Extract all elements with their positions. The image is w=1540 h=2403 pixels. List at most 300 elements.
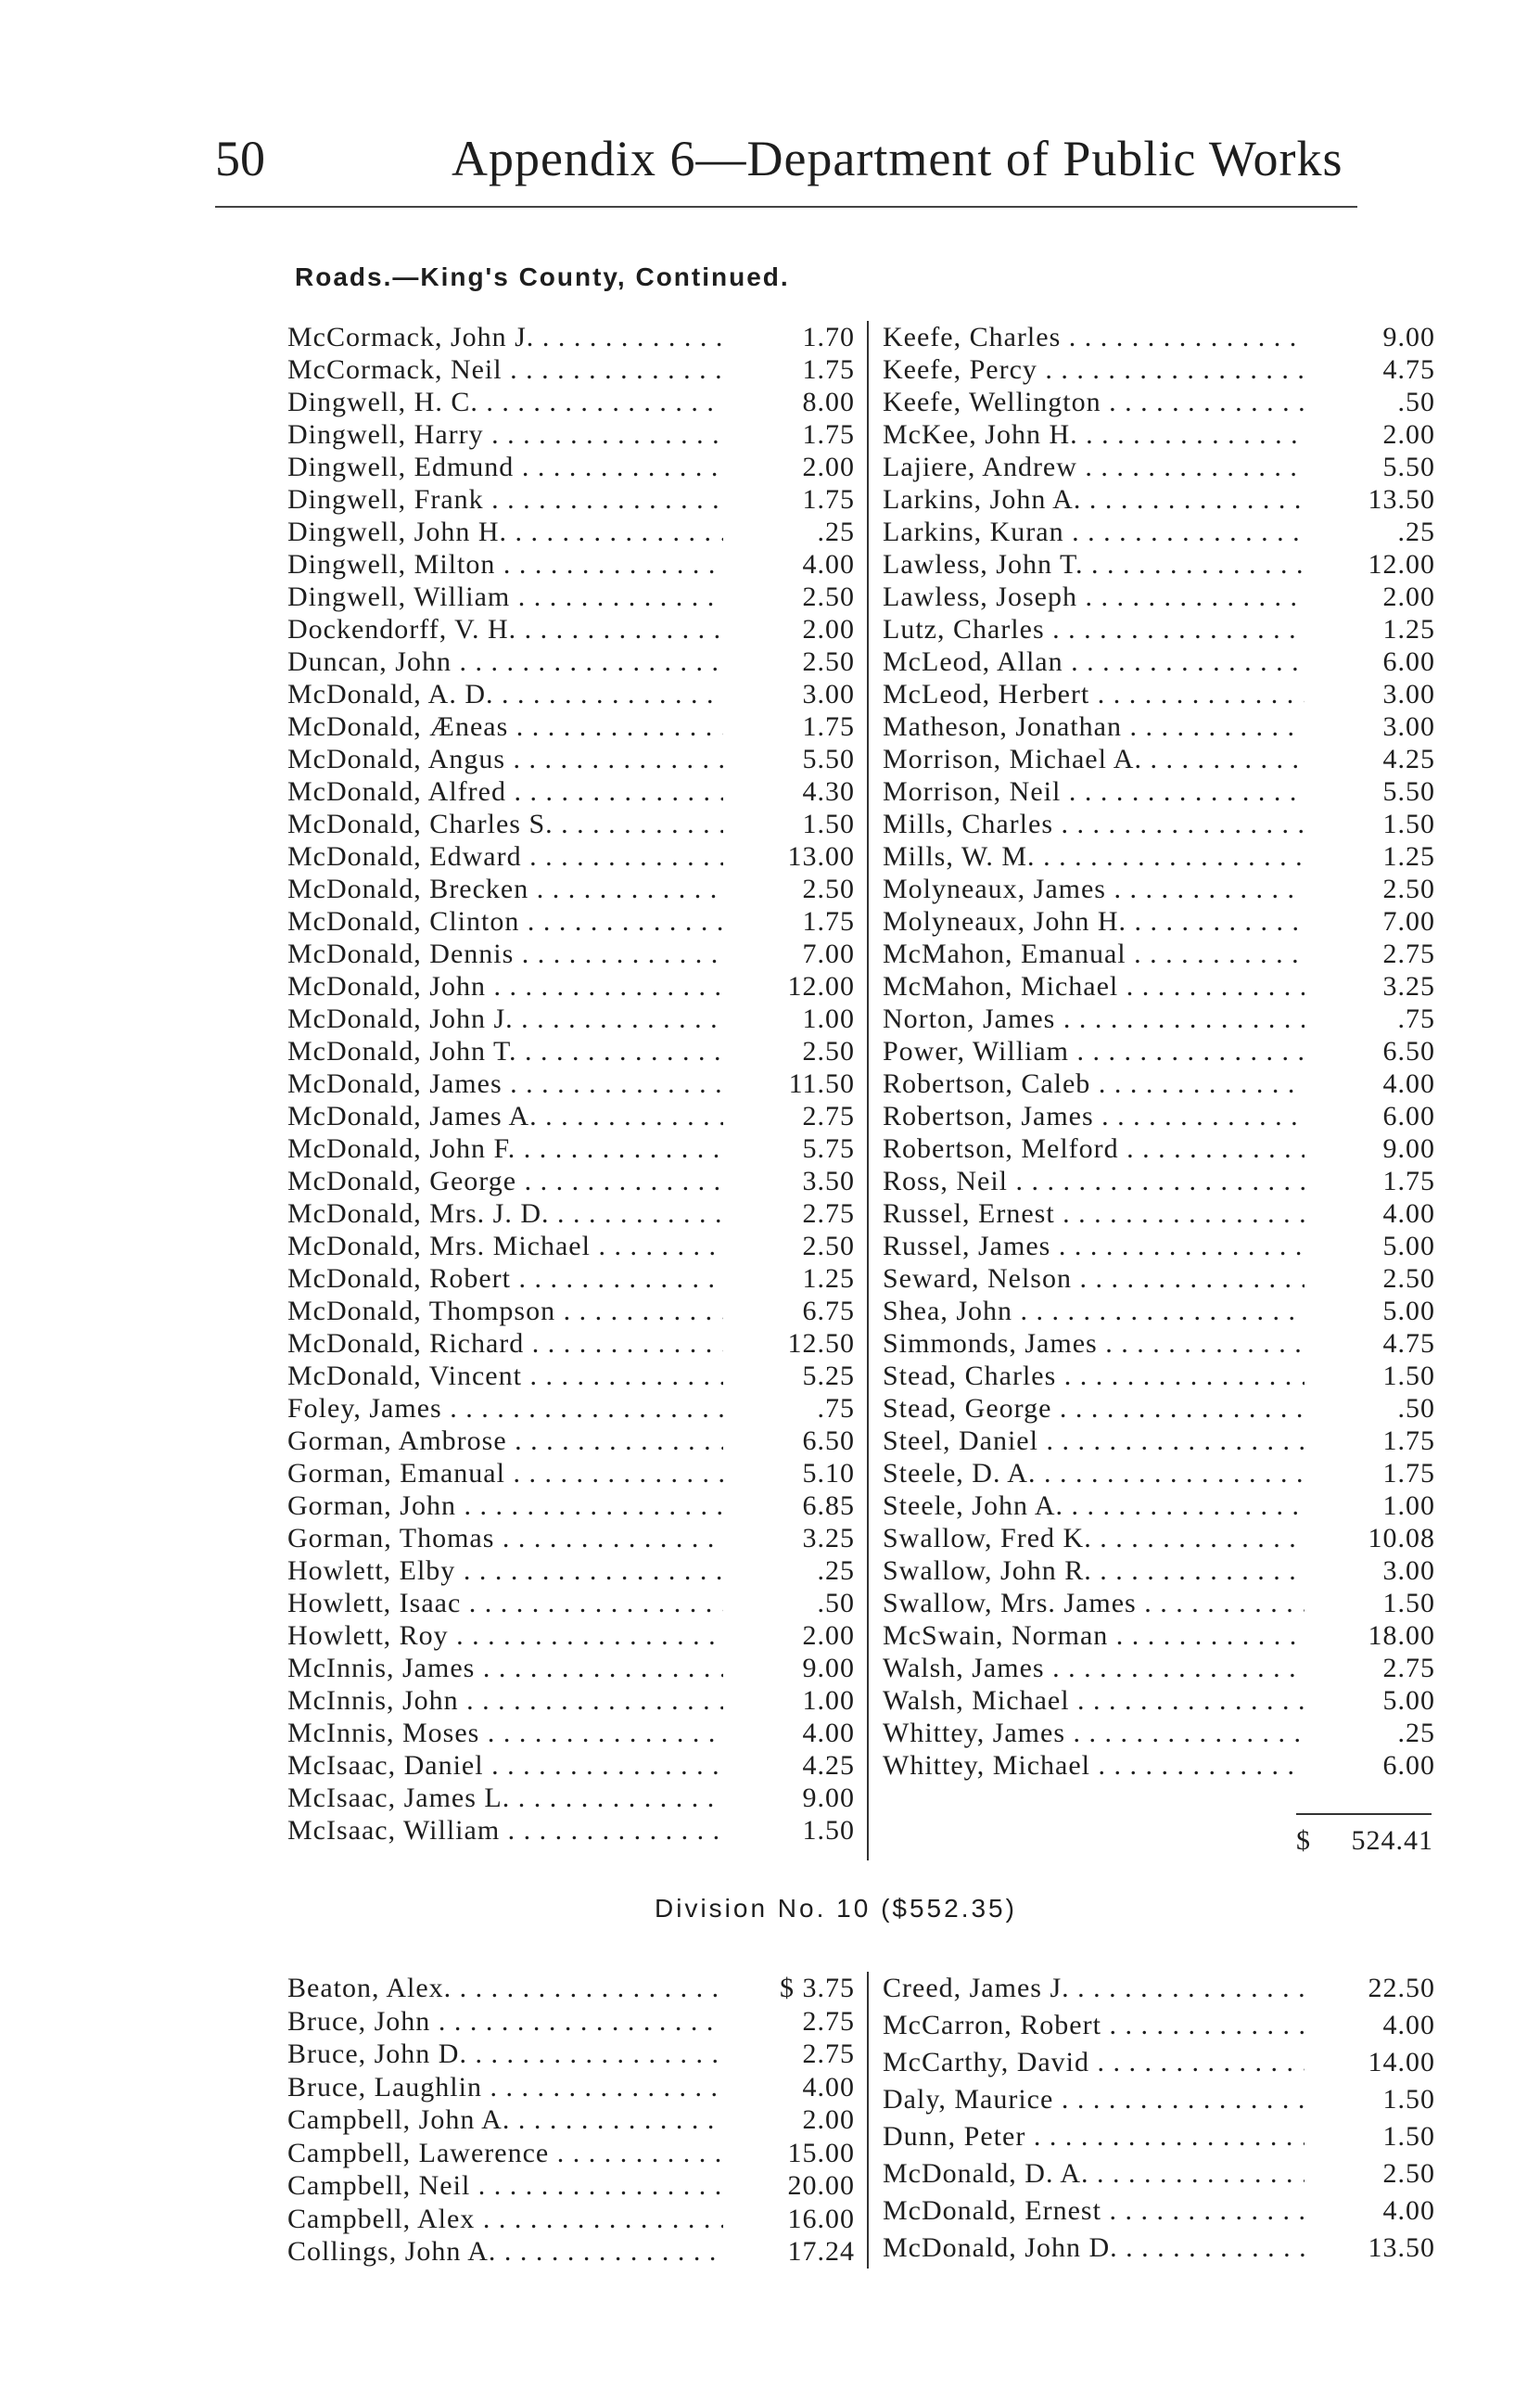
ledger-row — [883, 1165, 1435, 1197]
payment-amount: 2.50 — [1382, 874, 1435, 904]
payee-name: Robertson, James . . . — [883, 1100, 1305, 1132]
ledger-row — [287, 1067, 855, 1100]
payee-name: Creed, James J. . . . — [883, 1972, 1305, 2004]
payment-amount: 2.50 — [1382, 2158, 1435, 2189]
payment-amount: 1.50 — [802, 809, 855, 839]
payee-name: Howlett, Elby . . . — [287, 1554, 723, 1587]
ledger-row — [883, 1035, 1435, 1067]
payment-amount: 9.00 — [802, 1783, 855, 1813]
payee-name: Steel, Daniel . . . — [883, 1425, 1305, 1457]
ledger-row — [883, 873, 1435, 905]
payment-amount: 1.00 — [802, 1003, 855, 1034]
ledger-row — [287, 516, 855, 548]
payee-name: Foley, James . . . — [287, 1392, 723, 1425]
payment-amount: 2.50 — [802, 582, 855, 612]
ledger-row — [287, 1554, 855, 1587]
payee-name: Dingwell, John H. . . . — [287, 516, 723, 548]
payee-name: McDonald, Mrs. J. D. . . . — [287, 1197, 723, 1230]
ledger-row — [287, 1360, 855, 1392]
ledger-row — [287, 1425, 855, 1457]
ledger-row — [287, 613, 855, 645]
ledger-row — [883, 1522, 1435, 1554]
ledger-row — [883, 645, 1435, 678]
ledger-row — [883, 808, 1435, 840]
payee-name: McDonald, John F. . . . — [287, 1132, 723, 1165]
payee-name: Keefe, Charles . . . — [883, 321, 1305, 353]
ledger-row — [287, 1230, 855, 1262]
total-currency: $ — [1296, 1825, 1310, 1856]
ledger-row — [883, 1652, 1435, 1684]
payment-amount: 6.50 — [802, 1425, 855, 1456]
payment-amount: 12.00 — [787, 971, 855, 1002]
payment-amount: .25 — [817, 1555, 855, 1586]
ledger-row — [287, 710, 855, 743]
ledger-row — [883, 483, 1435, 516]
payment-amount: .25 — [817, 517, 855, 547]
division-right-column — [883, 1972, 1435, 2269]
payment-amount: 15.00 — [787, 2137, 855, 2168]
payee-name: Bruce, Laughlin . . . — [287, 2071, 723, 2103]
ledger-row — [287, 1972, 855, 2005]
ledger-row — [287, 418, 855, 451]
ledger-row — [287, 2203, 855, 2236]
payment-amount: 4.00 — [1382, 2010, 1435, 2040]
ledger-row — [287, 1522, 855, 1554]
payment-amount: 3.50 — [802, 1166, 855, 1196]
total-rule — [1296, 1813, 1432, 1815]
payee-name: Robertson, Caleb . . . — [883, 1067, 1305, 1100]
payment-amount: 4.25 — [802, 1750, 855, 1781]
payment-amount: 18.00 — [1368, 1620, 1435, 1651]
payee-name: McDonald, Robert . . . — [287, 1262, 723, 1295]
payment-amount: 1.50 — [1382, 809, 1435, 839]
payment-amount: 6.85 — [802, 1490, 855, 1521]
ledger-row — [287, 321, 855, 353]
payee-name: McDonald, John . . . — [287, 970, 723, 1003]
payee-name: McCormack, John J. . . . — [287, 321, 723, 353]
payment-amount: 2.00 — [802, 614, 855, 645]
payee-name: Morrison, Michael A. . . . — [883, 743, 1305, 775]
ledger-row — [883, 2231, 1435, 2269]
ledger-row — [287, 2103, 855, 2137]
payee-name: Dingwell, William . . . — [287, 581, 723, 613]
ledger-row — [883, 2083, 1435, 2120]
payee-name: McInnis, John . . . — [287, 1684, 723, 1717]
ledger-row — [287, 873, 855, 905]
ledger-row — [883, 678, 1435, 710]
payee-name: Simmonds, James . . . — [883, 1327, 1305, 1360]
payment-amount: 1.00 — [802, 1685, 855, 1716]
payee-name: McDonald, Mrs. Michael . . . — [287, 1230, 723, 1262]
ledger-row — [287, 775, 855, 808]
payee-name: McCarron, Robert . . . — [883, 2009, 1305, 2041]
payee-name: McDonald, Brecken . . . — [287, 873, 723, 905]
payment-amount: 13.00 — [787, 841, 855, 872]
payee-name: Collings, John A. . . . — [287, 2235, 723, 2268]
payment-amount: 14.00 — [1368, 2047, 1435, 2077]
payment-amount: 2.75 — [802, 2039, 855, 2069]
payee-name: Lawless, Joseph . . . — [883, 581, 1305, 613]
ledger-row — [883, 1392, 1435, 1425]
payment-amount: 2.50 — [802, 646, 855, 677]
payee-name: Morrison, Neil . . . — [883, 775, 1305, 808]
payee-name: McMahon, Michael . . . — [883, 970, 1305, 1003]
payment-amount: 6.75 — [802, 1296, 855, 1326]
ledger-row — [883, 451, 1435, 483]
payment-amount: 9.00 — [1382, 1133, 1435, 1164]
payment-amount: 11.50 — [788, 1068, 855, 1099]
ledger-row — [883, 2157, 1435, 2194]
payment-amount: 5.25 — [802, 1361, 855, 1391]
ledger-row — [287, 581, 855, 613]
ledger-row — [883, 1489, 1435, 1522]
payment-amount: 2.75 — [1382, 939, 1435, 969]
payment-amount: .25 — [1397, 517, 1435, 547]
ledger-row — [287, 1392, 855, 1425]
payee-name: McMahon, Emanual . . . — [883, 938, 1305, 970]
payee-name: Mills, W. M. . . . — [883, 840, 1305, 873]
payee-name: McDonald, John J. . . . — [287, 1003, 723, 1035]
ledger-row — [287, 1717, 855, 1749]
ledger-row — [883, 1197, 1435, 1230]
payee-name: Larkins, Kuran . . . — [883, 516, 1305, 548]
payment-amount: 1.75 — [802, 419, 855, 450]
payee-name: Robertson, Melford . . . — [883, 1132, 1305, 1165]
payment-amount: 2.50 — [802, 874, 855, 904]
ledger-row — [287, 548, 855, 581]
payment-amount: 1.50 — [1382, 1361, 1435, 1391]
ledger-row — [287, 483, 855, 516]
ledger-row — [287, 451, 855, 483]
payment-amount: 5.00 — [1382, 1231, 1435, 1261]
payment-amount: 13.50 — [1368, 484, 1435, 515]
payee-name: McInnis, James . . . — [287, 1652, 723, 1684]
ledger-row — [883, 1554, 1435, 1587]
payment-amount: 1.75 — [1382, 1425, 1435, 1456]
ledger-row — [883, 2120, 1435, 2157]
payment-amount: 10.08 — [1368, 1523, 1435, 1553]
ledger-row — [883, 710, 1435, 743]
ledger-row — [287, 1619, 855, 1652]
ledger-row — [883, 1230, 1435, 1262]
ledger-row — [287, 1035, 855, 1067]
payment-amount: 3.00 — [802, 679, 855, 709]
ledger-row — [883, 581, 1435, 613]
payee-name: McLeod, Herbert . . . — [883, 678, 1305, 710]
ledger-row — [287, 1457, 855, 1489]
section-heading: Roads.—King's County, Continued. — [295, 262, 790, 291]
payee-name: McDonald, Alfred . . . — [287, 775, 723, 808]
payee-name: McCarthy, David . . . — [883, 2046, 1305, 2078]
payee-name: McDonald, A. D. . . . — [287, 678, 723, 710]
payment-amount: .50 — [1397, 387, 1435, 417]
payment-amount: 2.50 — [802, 1036, 855, 1067]
ledger-row — [287, 2071, 855, 2104]
payment-amount: 1.25 — [802, 1263, 855, 1294]
payee-name: Dunn, Peter . . . — [883, 2120, 1305, 2153]
payment-amount: 4.00 — [802, 2071, 855, 2103]
ledger-row — [287, 1197, 855, 1230]
payee-name: McDonald, Dennis . . . — [287, 938, 723, 970]
ledger-row — [883, 1067, 1435, 1100]
ledger-row — [883, 1262, 1435, 1295]
ledger-row — [883, 1749, 1435, 1782]
ledger-row — [883, 1132, 1435, 1165]
payee-name: Lajiere, Andrew . . . — [883, 451, 1305, 483]
ledger-row — [883, 775, 1435, 808]
payee-name: Russel, Ernest . . . — [883, 1197, 1305, 1230]
payment-amount: 1.25 — [1382, 841, 1435, 872]
payment-amount: 5.50 — [802, 744, 855, 774]
page-title: Appendix 6—Department of Public Works — [452, 131, 1343, 186]
ledger-row — [883, 1003, 1435, 1035]
ledger-row — [883, 2194, 1435, 2231]
ledger-row — [883, 743, 1435, 775]
payment-amount: 2.50 — [1382, 1263, 1435, 1294]
payment-amount: 2.75 — [1382, 1653, 1435, 1683]
payment-amount: 1.50 — [802, 1815, 855, 1846]
payee-name: Steele, John A. . . . — [883, 1489, 1305, 1522]
payee-name: McDonald, George . . . — [287, 1165, 723, 1197]
ledger-row — [883, 1619, 1435, 1652]
ledger-row — [883, 2046, 1435, 2083]
payment-amount: 3.00 — [1382, 679, 1435, 709]
payment-amount: 3.00 — [1382, 711, 1435, 742]
ledger-row — [883, 418, 1435, 451]
payee-name: McDonald, James A. . . . — [287, 1100, 723, 1132]
payee-name: McIsaac, Daniel . . . — [287, 1749, 723, 1782]
payment-amount: 4.75 — [1382, 354, 1435, 385]
payment-amount: 4.00 — [1382, 1198, 1435, 1229]
payment-amount: 3.25 — [802, 1523, 855, 1553]
ledger-row — [883, 548, 1435, 581]
payment-amount: 4.75 — [1382, 1328, 1435, 1359]
ledger-row — [883, 1360, 1435, 1392]
payee-name: Keefe, Percy . . . — [883, 353, 1305, 386]
payment-amount: 13.50 — [1368, 2232, 1435, 2263]
header-rule — [215, 206, 1357, 208]
payment-amount: 2.50 — [802, 1231, 855, 1261]
payment-amount: 9.00 — [802, 1653, 855, 1683]
payment-amount: 6.00 — [1382, 1101, 1435, 1131]
payment-amount: 2.00 — [802, 2104, 855, 2135]
ledger-row — [287, 1003, 855, 1035]
page-header — [215, 130, 1357, 204]
payment-amount: .75 — [817, 1393, 855, 1424]
payee-name: Gorman, John . . . — [287, 1489, 723, 1522]
payment-amount: 1.75 — [802, 354, 855, 385]
payee-name: McDonald, Clinton . . . — [287, 905, 723, 938]
ledger-row — [883, 1972, 1435, 2009]
payment-amount: 2.00 — [1382, 582, 1435, 612]
roads-right-column — [883, 321, 1435, 1782]
payment-amount: 5.50 — [1382, 776, 1435, 807]
payee-name: Walsh, James . . . — [883, 1652, 1305, 1684]
payee-name: Lutz, Charles . . . — [883, 613, 1305, 645]
ledger-row — [883, 1717, 1435, 1749]
payee-name: McCormack, Neil . . . — [287, 353, 723, 386]
ledger-row — [287, 2005, 855, 2039]
payee-name: Gorman, Ambrose . . . — [287, 1425, 723, 1457]
payment-amount: 7.00 — [802, 939, 855, 969]
payee-name: Norton, James . . . — [883, 1003, 1305, 1035]
payment-amount: 4.00 — [802, 1718, 855, 1748]
payee-name: Howlett, Isaac . . . — [287, 1587, 723, 1619]
payee-name: Keefe, Wellington . . . — [883, 386, 1305, 418]
ledger-row — [287, 1100, 855, 1132]
ledger-row — [287, 1684, 855, 1717]
payment-amount: 1.50 — [1382, 1588, 1435, 1618]
payment-amount: 3.00 — [1382, 1555, 1435, 1586]
payee-name: Dingwell, Harry . . . — [287, 418, 723, 451]
payee-name: McDonald, D. A. . . . — [883, 2157, 1305, 2190]
ledger-row — [287, 905, 855, 938]
total-amount: 524.41 — [1351, 1825, 1433, 1856]
ledger-row — [287, 1587, 855, 1619]
payment-amount: 1.75 — [802, 484, 855, 515]
ledger-row — [883, 386, 1435, 418]
payment-amount: 5.10 — [802, 1458, 855, 1489]
ledger-row — [287, 1489, 855, 1522]
payment-amount: 1.70 — [802, 322, 855, 352]
payment-amount: $ 3.75 — [780, 1973, 855, 2003]
payment-amount: 9.00 — [1382, 322, 1435, 352]
payee-name: McDonald, Æneas . . . — [287, 710, 723, 743]
payee-name: McIsaac, James L. . . . — [287, 1782, 723, 1814]
payee-name: McKee, John H. . . . — [883, 418, 1305, 451]
payee-name: McDonald, John D. . . . — [883, 2231, 1305, 2264]
payee-name: Swallow, Fred K. . . . — [883, 1522, 1305, 1554]
payee-name: McDonald, Angus . . . — [287, 743, 723, 775]
ledger-row — [287, 743, 855, 775]
ledger-row — [287, 1295, 855, 1327]
payee-name: Campbell, Alex . . . — [287, 2203, 723, 2235]
ledger-row — [287, 1327, 855, 1360]
division-left-column — [287, 1972, 855, 2269]
payment-amount: 1.75 — [1382, 1166, 1435, 1196]
payee-name: McDonald, Edward . . . — [287, 840, 723, 873]
ledger-row — [287, 2038, 855, 2071]
payee-name: McDonald, James . . . — [287, 1067, 723, 1100]
payment-amount: .50 — [1397, 1393, 1435, 1424]
payee-name: Mills, Charles . . . — [883, 808, 1305, 840]
payment-amount: 3.25 — [1382, 971, 1435, 1002]
payee-name: McDonald, Richard . . . — [287, 1327, 723, 1360]
ledger-row — [883, 2009, 1435, 2046]
ledger-row — [287, 970, 855, 1003]
payment-amount: 1.75 — [802, 906, 855, 937]
ledger-row — [287, 2235, 855, 2269]
payment-amount: 6.00 — [1382, 646, 1435, 677]
payee-name: Swallow, Mrs. James . . . — [883, 1587, 1305, 1619]
payee-name: Dockendorff, V. H. . . . — [287, 613, 723, 645]
payee-name: Gorman, Emanual . . . — [287, 1457, 723, 1489]
payment-amount: 4.30 — [802, 776, 855, 807]
payee-name: McSwain, Norman . . . — [883, 1619, 1305, 1652]
ledger-row — [287, 1262, 855, 1295]
ledger-row — [883, 905, 1435, 938]
payee-name: Daly, Maurice . . . — [883, 2083, 1305, 2115]
payment-amount: 2.75 — [802, 2005, 855, 2037]
payment-amount: .50 — [817, 1588, 855, 1618]
roads-left-column — [287, 321, 855, 1847]
payment-amount: 20.00 — [787, 2170, 855, 2201]
ledger-row — [287, 1652, 855, 1684]
payee-name: Dingwell, Edmund . . . — [287, 451, 723, 483]
payee-name: Walsh, Michael . . . — [883, 1684, 1305, 1717]
payee-name: Russel, James . . . — [883, 1230, 1305, 1262]
payment-amount: 5.00 — [1382, 1296, 1435, 1326]
payment-amount: 1.75 — [1382, 1458, 1435, 1489]
ledger-row — [287, 353, 855, 386]
ledger-row — [287, 840, 855, 873]
payee-name: McDonald, Vincent . . . — [287, 1360, 723, 1392]
ledger-row — [287, 2169, 855, 2203]
ledger-row — [287, 1814, 855, 1847]
ledger-row — [883, 1457, 1435, 1489]
ledger-row — [287, 938, 855, 970]
payment-amount: 7.00 — [1382, 906, 1435, 937]
ledger-row — [883, 1684, 1435, 1717]
payment-amount: 2.75 — [802, 1101, 855, 1131]
payee-name: Stead, Charles . . . — [883, 1360, 1305, 1392]
ledger-row — [883, 516, 1435, 548]
payee-name: McDonald, Ernest . . . — [883, 2194, 1305, 2227]
payee-name: Steele, D. A. . . . — [883, 1457, 1305, 1489]
payment-amount: 1.00 — [1382, 1490, 1435, 1521]
payment-amount: 12.00 — [1368, 549, 1435, 580]
payee-name: Swallow, John R. . . . — [883, 1554, 1305, 1587]
payee-name: Dingwell, Milton . . . — [287, 548, 723, 581]
payment-amount: .75 — [1397, 1003, 1435, 1034]
payee-name: McDonald, John T. . . . — [287, 1035, 723, 1067]
page-number: 50 — [215, 131, 265, 186]
ledger-row — [883, 840, 1435, 873]
payment-amount: 2.00 — [1382, 419, 1435, 450]
ledger-row — [287, 1749, 855, 1782]
payee-name: Stead, George . . . — [883, 1392, 1305, 1425]
payee-name: Lawless, John T. . . . — [883, 548, 1305, 581]
payment-amount: 2.00 — [802, 1620, 855, 1651]
payment-amount: 8.00 — [802, 387, 855, 417]
payment-amount: 1.50 — [1382, 2121, 1435, 2152]
payment-amount: 1.25 — [1382, 614, 1435, 645]
payment-amount: 5.00 — [1382, 1685, 1435, 1716]
payee-name: McDonald, Charles S. . . . — [287, 808, 723, 840]
ledger-row — [883, 1587, 1435, 1619]
payee-name: McLeod, Allan . . . — [883, 645, 1305, 678]
payee-name: Matheson, Jonathan . . . — [883, 710, 1305, 743]
payee-name: Bruce, John D. . . . — [287, 2038, 723, 2070]
payment-amount: 4.25 — [1382, 744, 1435, 774]
ledger-row — [883, 613, 1435, 645]
payee-name: McIsaac, William . . . — [287, 1814, 723, 1847]
ledger-row — [287, 1782, 855, 1814]
ledger-row — [287, 1165, 855, 1197]
payee-name: Molyneaux, John H. . . . — [883, 905, 1305, 938]
payee-name: Ross, Neil . . . — [883, 1165, 1305, 1197]
division-heading: Division No. 10 ($552.35) — [655, 1894, 1017, 1923]
ledger-row — [287, 808, 855, 840]
payment-amount: 6.00 — [1382, 1750, 1435, 1781]
payment-amount: 5.50 — [1382, 452, 1435, 482]
payee-name: Shea, John . . . — [883, 1295, 1305, 1327]
payee-name: Gorman, Thomas . . . — [287, 1522, 723, 1554]
ledger-row — [883, 1425, 1435, 1457]
payment-amount: 1.50 — [1382, 2084, 1435, 2115]
payment-amount: 4.00 — [1382, 1068, 1435, 1099]
ledger-row — [883, 1100, 1435, 1132]
